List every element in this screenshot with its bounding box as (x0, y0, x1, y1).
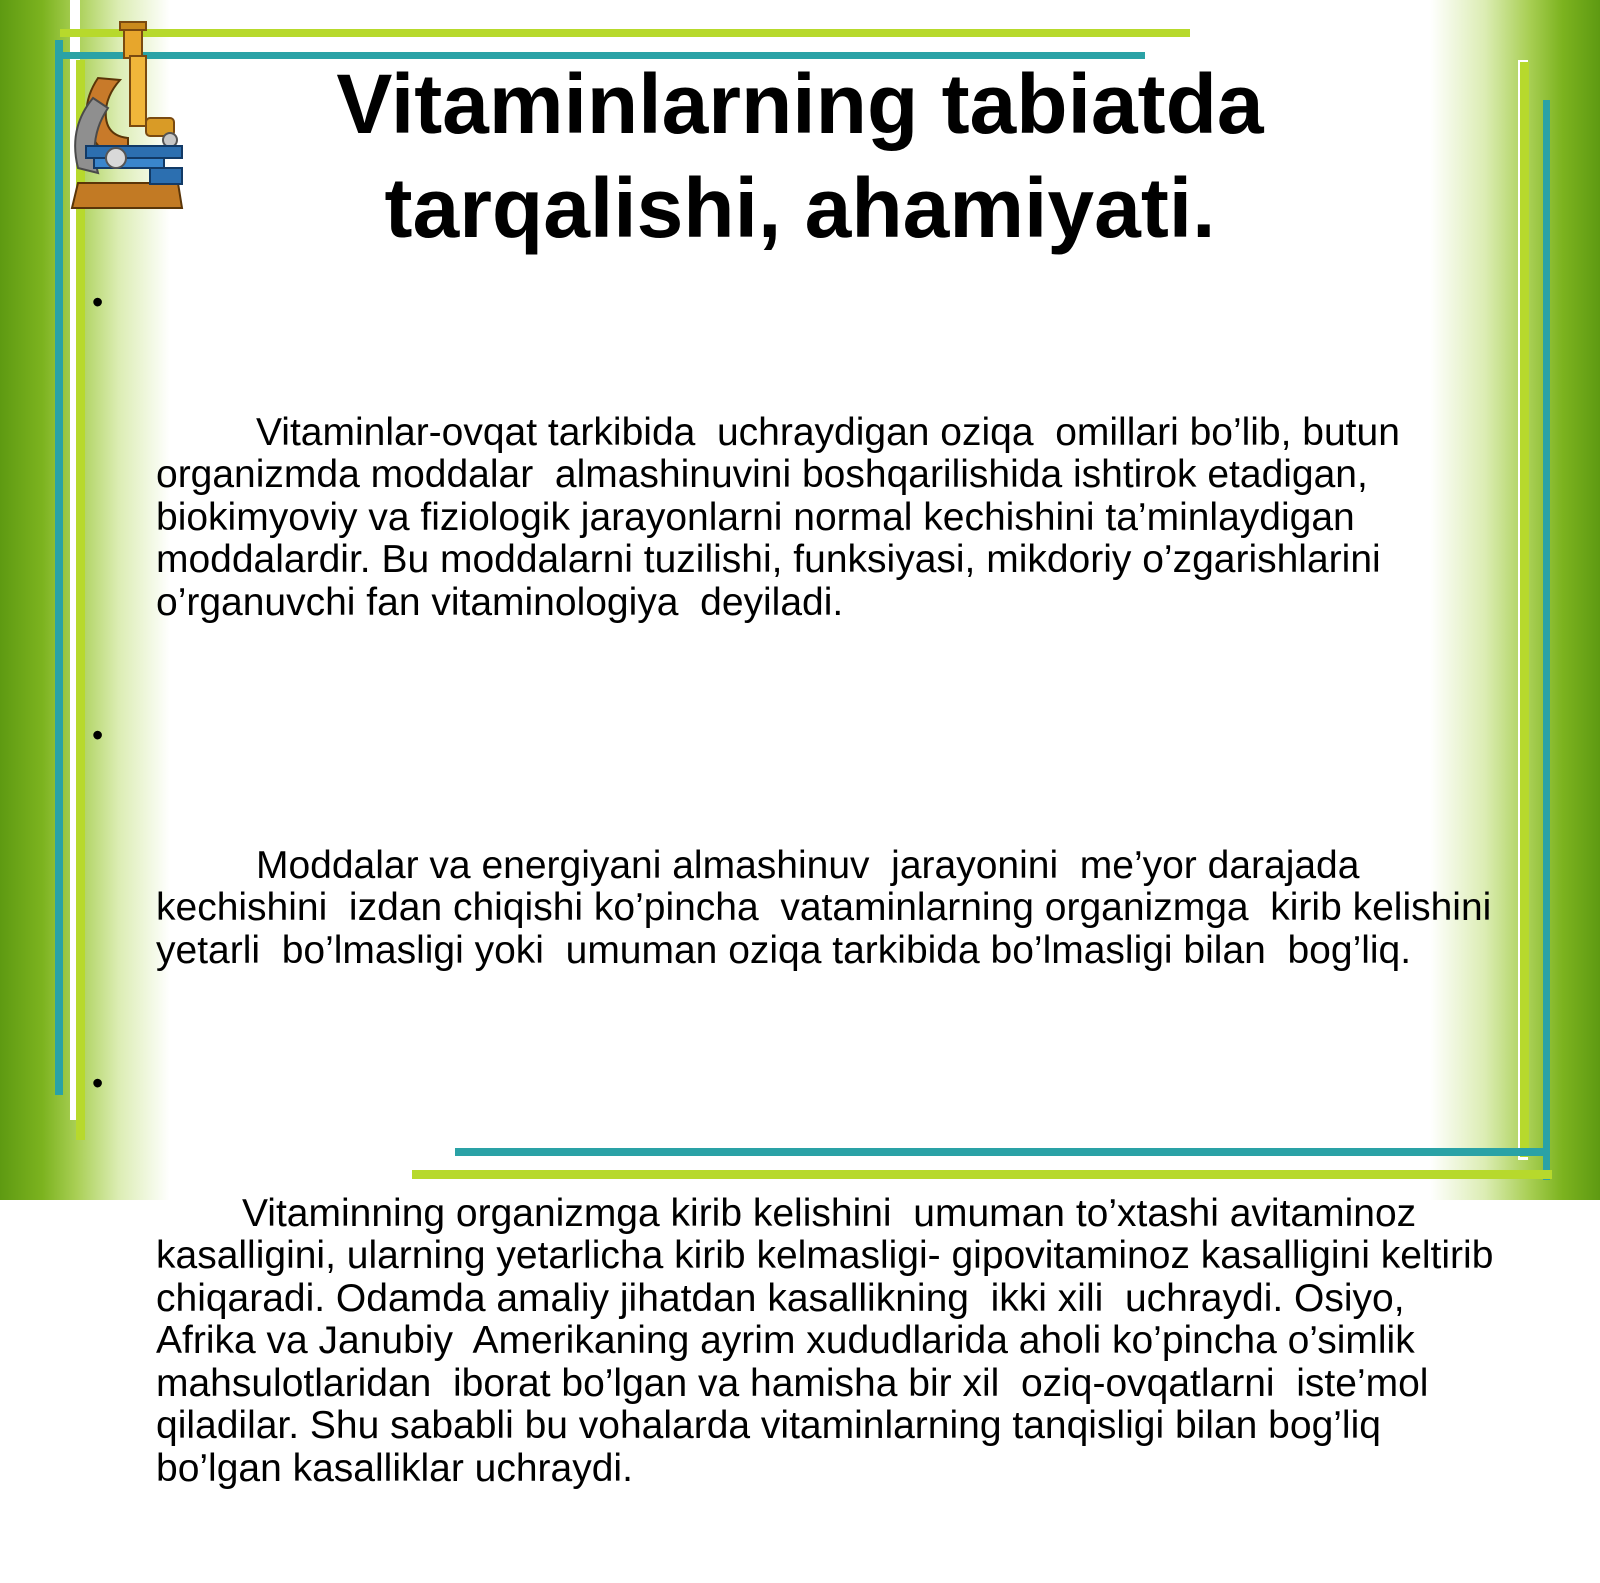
bullet-icon: • (92, 1065, 104, 1101)
left-lime-line (76, 60, 85, 1140)
bullet-text: Vitaminlar-ovqat tarkibida uchraydigan oziqa omillari bo’lib, butun organizmda moddalar almashinuvini boshqarilishida ishtirok etadigan, biokimyoviy va fiziologik jarayonlarni normal kechishini ta’minlaydigan moddalardir. Bu moddalarni tuzilishi, funksiyasi, mikdoriy o’zgarishlarini o’rganuvchi fan vitaminologiya deyiladi. (156, 410, 1411, 624)
bullet-icon: • (92, 717, 104, 753)
bullet-list (90, 284, 1514, 1583)
bullet-text: Moddalar va energiyani almashinuv jarayonini me’yor darajada kechishini izdan chiqishi ko’pincha vataminlarning organizmga kirib kelishini yetarli bo’lmasligi yoki umuman oziqa tarkibida bo’lmasligi bilan bog’liq. (156, 843, 1514, 972)
bullet-text: Vitaminning organizmga kirib kelishini umuman to’xtashi avitaminoz kasalligini, ularning yetarlicha kirib kelmasligi- gipovitaminoz kasalligini keltirib chiqaradi. Odamda amaliy jihatdan kasallikning ikki xili uchraydi. Osiyo, Afrika va Janubiy Amerikaning ayrim xududlarida aholi ko’pincha o’simlik mahsulotlaridan iborat bo’lgan va hamisha bir xil oziq-ovqatlarni iste’mol qiladilar. Shu sababli bu vohalarda vitaminlarning tanqisligi bilan bog’liq bo’lgan kasalliklar uchraydi. (156, 1191, 1505, 1490)
microscope-icon (58, 18, 188, 218)
list-item (90, 284, 1510, 709)
list-item (90, 717, 1514, 1057)
list-item (90, 1065, 1510, 1575)
top-lime-line (60, 29, 1190, 37)
bullet-icon: • (92, 284, 104, 320)
slide-title: Vitaminlarning tabiatda tarqalishi, ahamiyati. (336, 57, 1264, 255)
right-teal-line (1543, 100, 1550, 1180)
right-lime-line (1520, 62, 1529, 1157)
